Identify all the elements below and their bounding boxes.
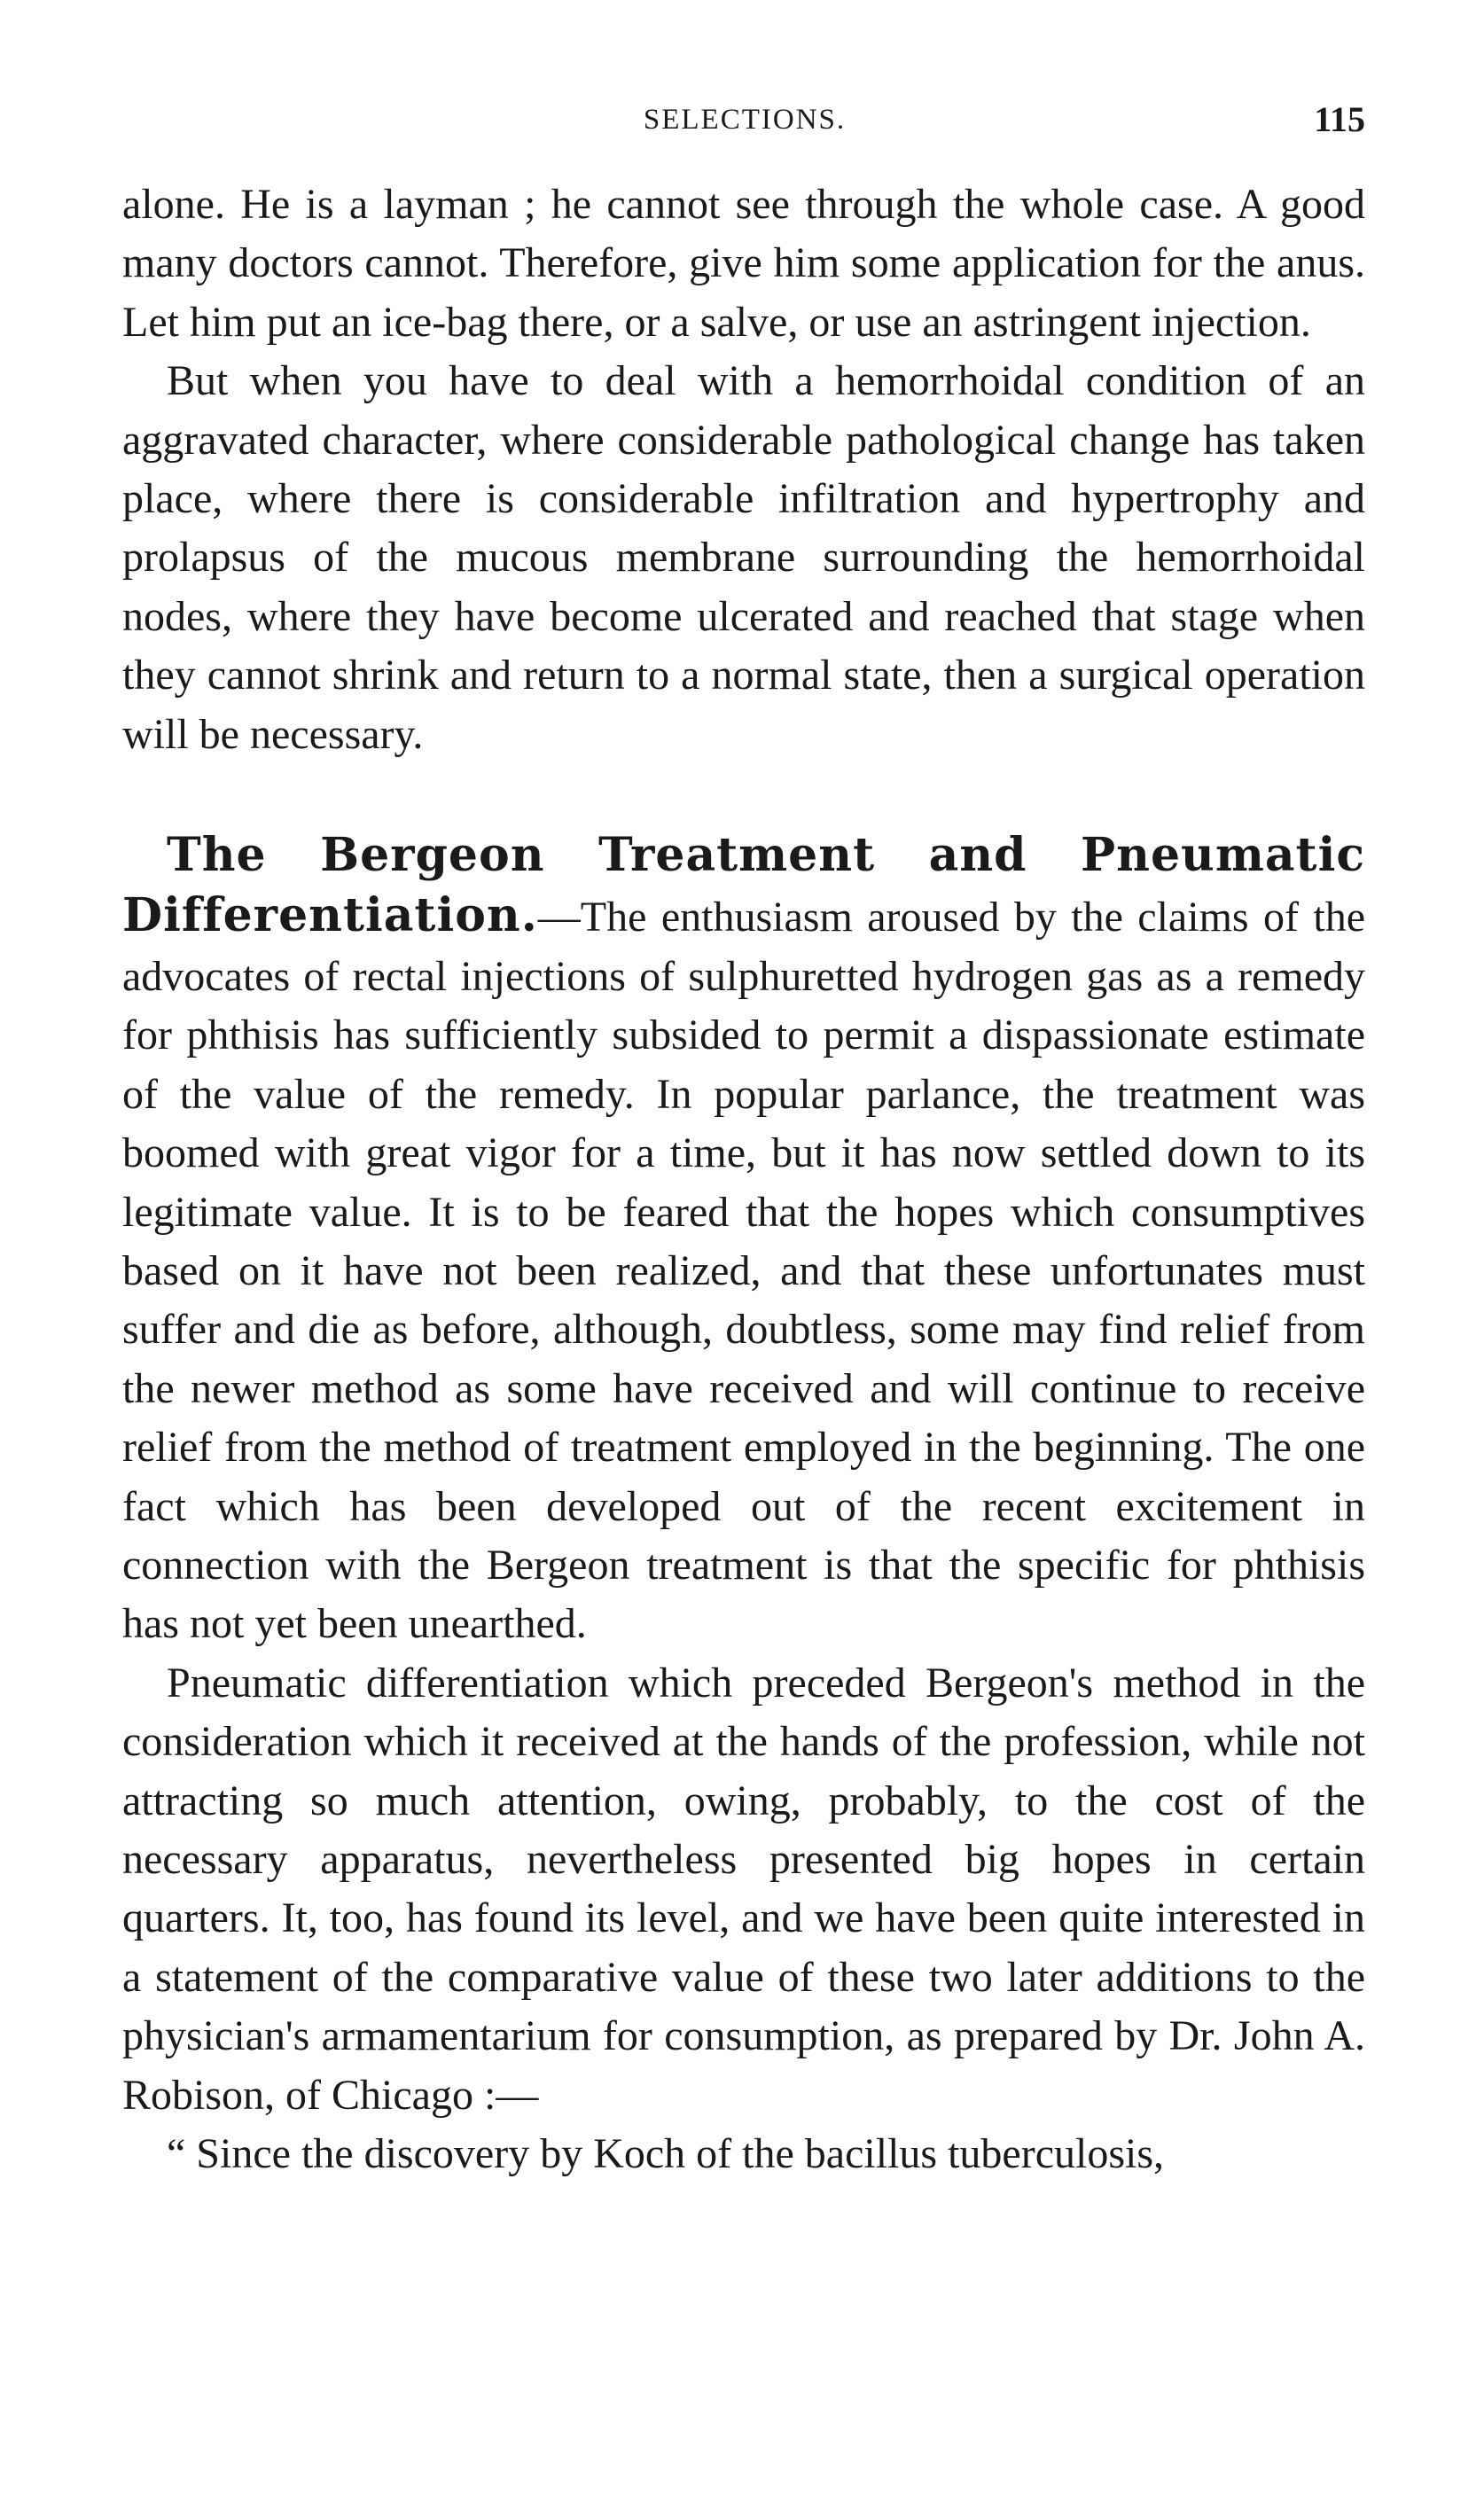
running-title: SELECTIONS.	[643, 104, 847, 136]
running-header	[124, 93, 1365, 146]
article-lead-text: —The enthusiasm aroused by the claims of the advocates of rectal injections of sulphuretted hydrogen gas as a remedy for phthisis has sufficiently subsided to permit a dispassionate estimate of the value of the remedy. In popular parlance, the treatment was boomed with great vigor for a time, but it has now settled down to its legitimate value. It is to be feared that the hopes which consumptives based on it have not been realized, and that these unfortunates must suffer and die as before, although, doubtless, some may find relief from the newer method as some have received and will continue to receive relief from the method of treatment employed in the beginning. The one fact which has been developed out of the recent excitement in connection with the Bergeon treatment is that the specific for phthisis has not yet been unearthed.	[122, 894, 1365, 1648]
section-spacer	[122, 764, 1365, 826]
page-number: 115	[1314, 99, 1365, 139]
article-first-paragraph	[122, 826, 1365, 1654]
article-paragraph-2: Pneumatic differentiation which preceded Bergeon's method in the consideration which it received at the hands of the profession, while not attracting so much attention, owing, probably, to the cost of the necessary apparatus, nevertheless presented big hopes in certain quarters. It, too, has found its level, and we have been quite interested in a statement of the comparative value of these two later additions to the physician's armamentarium for consumption, as prepared by Dr. John A. Robison, of Chicago :—	[122, 1659, 1365, 2119]
article-heading: The Bergeon Treatment and Pneumatic Differentiation.	[122, 828, 1365, 943]
paragraph-continued: alone. He is a layman ; he cannot see through the whole case. A good many doctors cannot. Therefore, give him some application for the anus. Let him put an ice-bag there, or a salve, or use an astringent injection.	[122, 181, 1365, 346]
quote-start: “ Since the discovery by Koch of the bacillus tuberculosis,	[167, 2130, 1165, 2177]
paragraph-hemorrhoidal: But when you have to deal with a hemorrhoidal condition of an aggravated character, where considerable pathological change has taken place, where there is considerable infiltration and hypertrophy and prolapsus of the mucous membrane surrounding the hemorrhoidal nodes, where they have become ulcerated and reached that stage when they cannot shrink and return to a normal state, then a surgical operation will be necessary.	[122, 357, 1365, 758]
body-text	[122, 176, 1365, 2183]
